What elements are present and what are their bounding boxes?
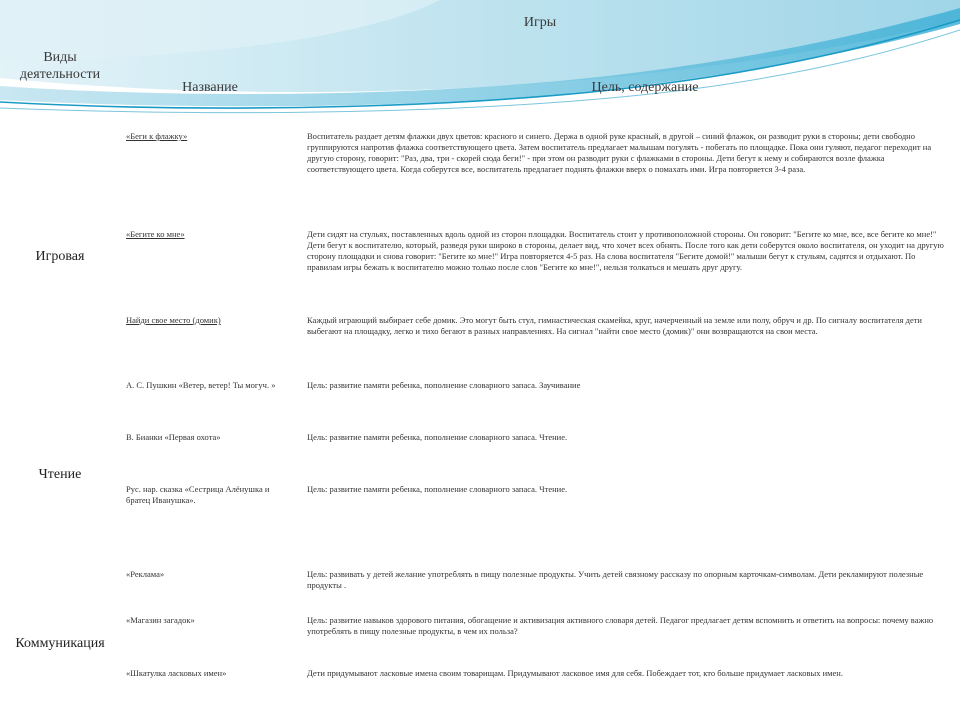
game-description: Дети придумывают ласковые имена своим товарищам. Придумывают ласковое имя для себя. Побеждает тот, кто больше придумает ласковых имен. (307, 668, 843, 678)
game-name: «Шкатулка ласковых имен» (126, 668, 227, 678)
game-description: Каждый играющий выбирает себе домик. Это могут быть стул, гимнастическая скамейка, круг, начерченный на земле или полу, обруч и др. По сигналу воспитателя дети выбегают на площадку, легко и тихо бегают в разных направлениях. На сигнал "найти свое место (домик)" они возвращаются на свои места. (307, 315, 922, 336)
games-header: Игры (523, 15, 557, 30)
game-name: «Магазин загадок» (126, 615, 195, 625)
game-name: «Бегите ко мне» (126, 229, 185, 239)
book-goal: Цель: развитие памяти ребенка, пополнение словарного запаса. Заучивание (307, 380, 581, 390)
book-name: Рус. нар. сказка «Сестрица Алёнушка и братец Иванушка». (126, 484, 270, 505)
game-description: Цель: развитие навыков здорового питания, обогащение и активизация активного словаря детей. Педагог предлагает детям вспомнить и ответить на вопросы: почему важно употреблять в пищу полезные продукты, в чем их польза? (307, 615, 934, 636)
book-goal: Цель: развитие памяти ребенка, пополнение словарного запаса. Чтение. (307, 484, 568, 494)
goal-column-header: Цель, содержание (591, 80, 699, 95)
activity-label-play: Игровая (35, 249, 85, 264)
header-wave-decoration (0, 0, 960, 120)
name-column-header: Название (182, 80, 238, 95)
book-goal: Цель: развитие памяти ребенка, пополнение словарного запаса. Чтение. (307, 432, 568, 442)
game-description: Дети сидят на стульях, поставленных вдоль одной из сторон площадки. Воспитатель стоит у противоположной стороны. Он говорит: "Бегите ко мне, все, все бегите ко мне!" Дети бегут к воспитателю, который, разведя руки широко в стороны, делает вид, что хочет всех обнять. После того как дети соберутся около воспитателя, он уходит на другую сторону площадки и снова говорит: "Бегите ко мне!" Игра повторяется 4-5 раз. На слова воспитателя "Бегите домой!" малыши бегут к стульям, садятся и отдыхают. По правилам игры бежать к воспитателю можно только после слов "Бегите ко мне!", нельзя толкаться и мешать друг другу. (307, 229, 944, 272)
book-name: А. С. Пушкин «Ветер, ветер! Ты могуч. » (126, 380, 276, 390)
game-name: Найди свое место (домик) (126, 315, 221, 325)
game-description: Воспитатель раздает детям флажки двух цветов: красного и синего. Держа в одной руке красный, в другой – синий флажок, он разводит руки в стороны; дети свободно группируются напротив флажка соответствующего цвета. Затем воспитатель предлагает малышам погулять - побегать по площадке. Пока они гуляют, педагог переходит на другую сторону, говорит: "Раз, два, три - скорей сюда беги!" - при этом он разводит руки с флажками в стороны. Дети бегут к нему и собираются возле флажка соответствующего цвета. Когда соберутся все, воспитатель предлагает поднять флажки вверх о помахать ими. Игра повторяется 3-4 раза. (307, 131, 932, 174)
game-description: Цель: развивать у детей желание употреблять в пищу полезные продукты. Учить детей связному рассказу по опорным карточкам-символам. Дети рекламируют полезные продукты . (307, 569, 924, 590)
game-name: «Беги к флажку» (126, 131, 188, 141)
game-name: «Реклама» (126, 569, 165, 579)
activity-label-reading: Чтение (38, 467, 82, 482)
activity-kinds-header: Виды деятельности (19, 50, 101, 82)
book-name: В. Бианки «Первая охота» (126, 432, 221, 442)
activity-label-communication: Коммуникация (15, 636, 105, 651)
